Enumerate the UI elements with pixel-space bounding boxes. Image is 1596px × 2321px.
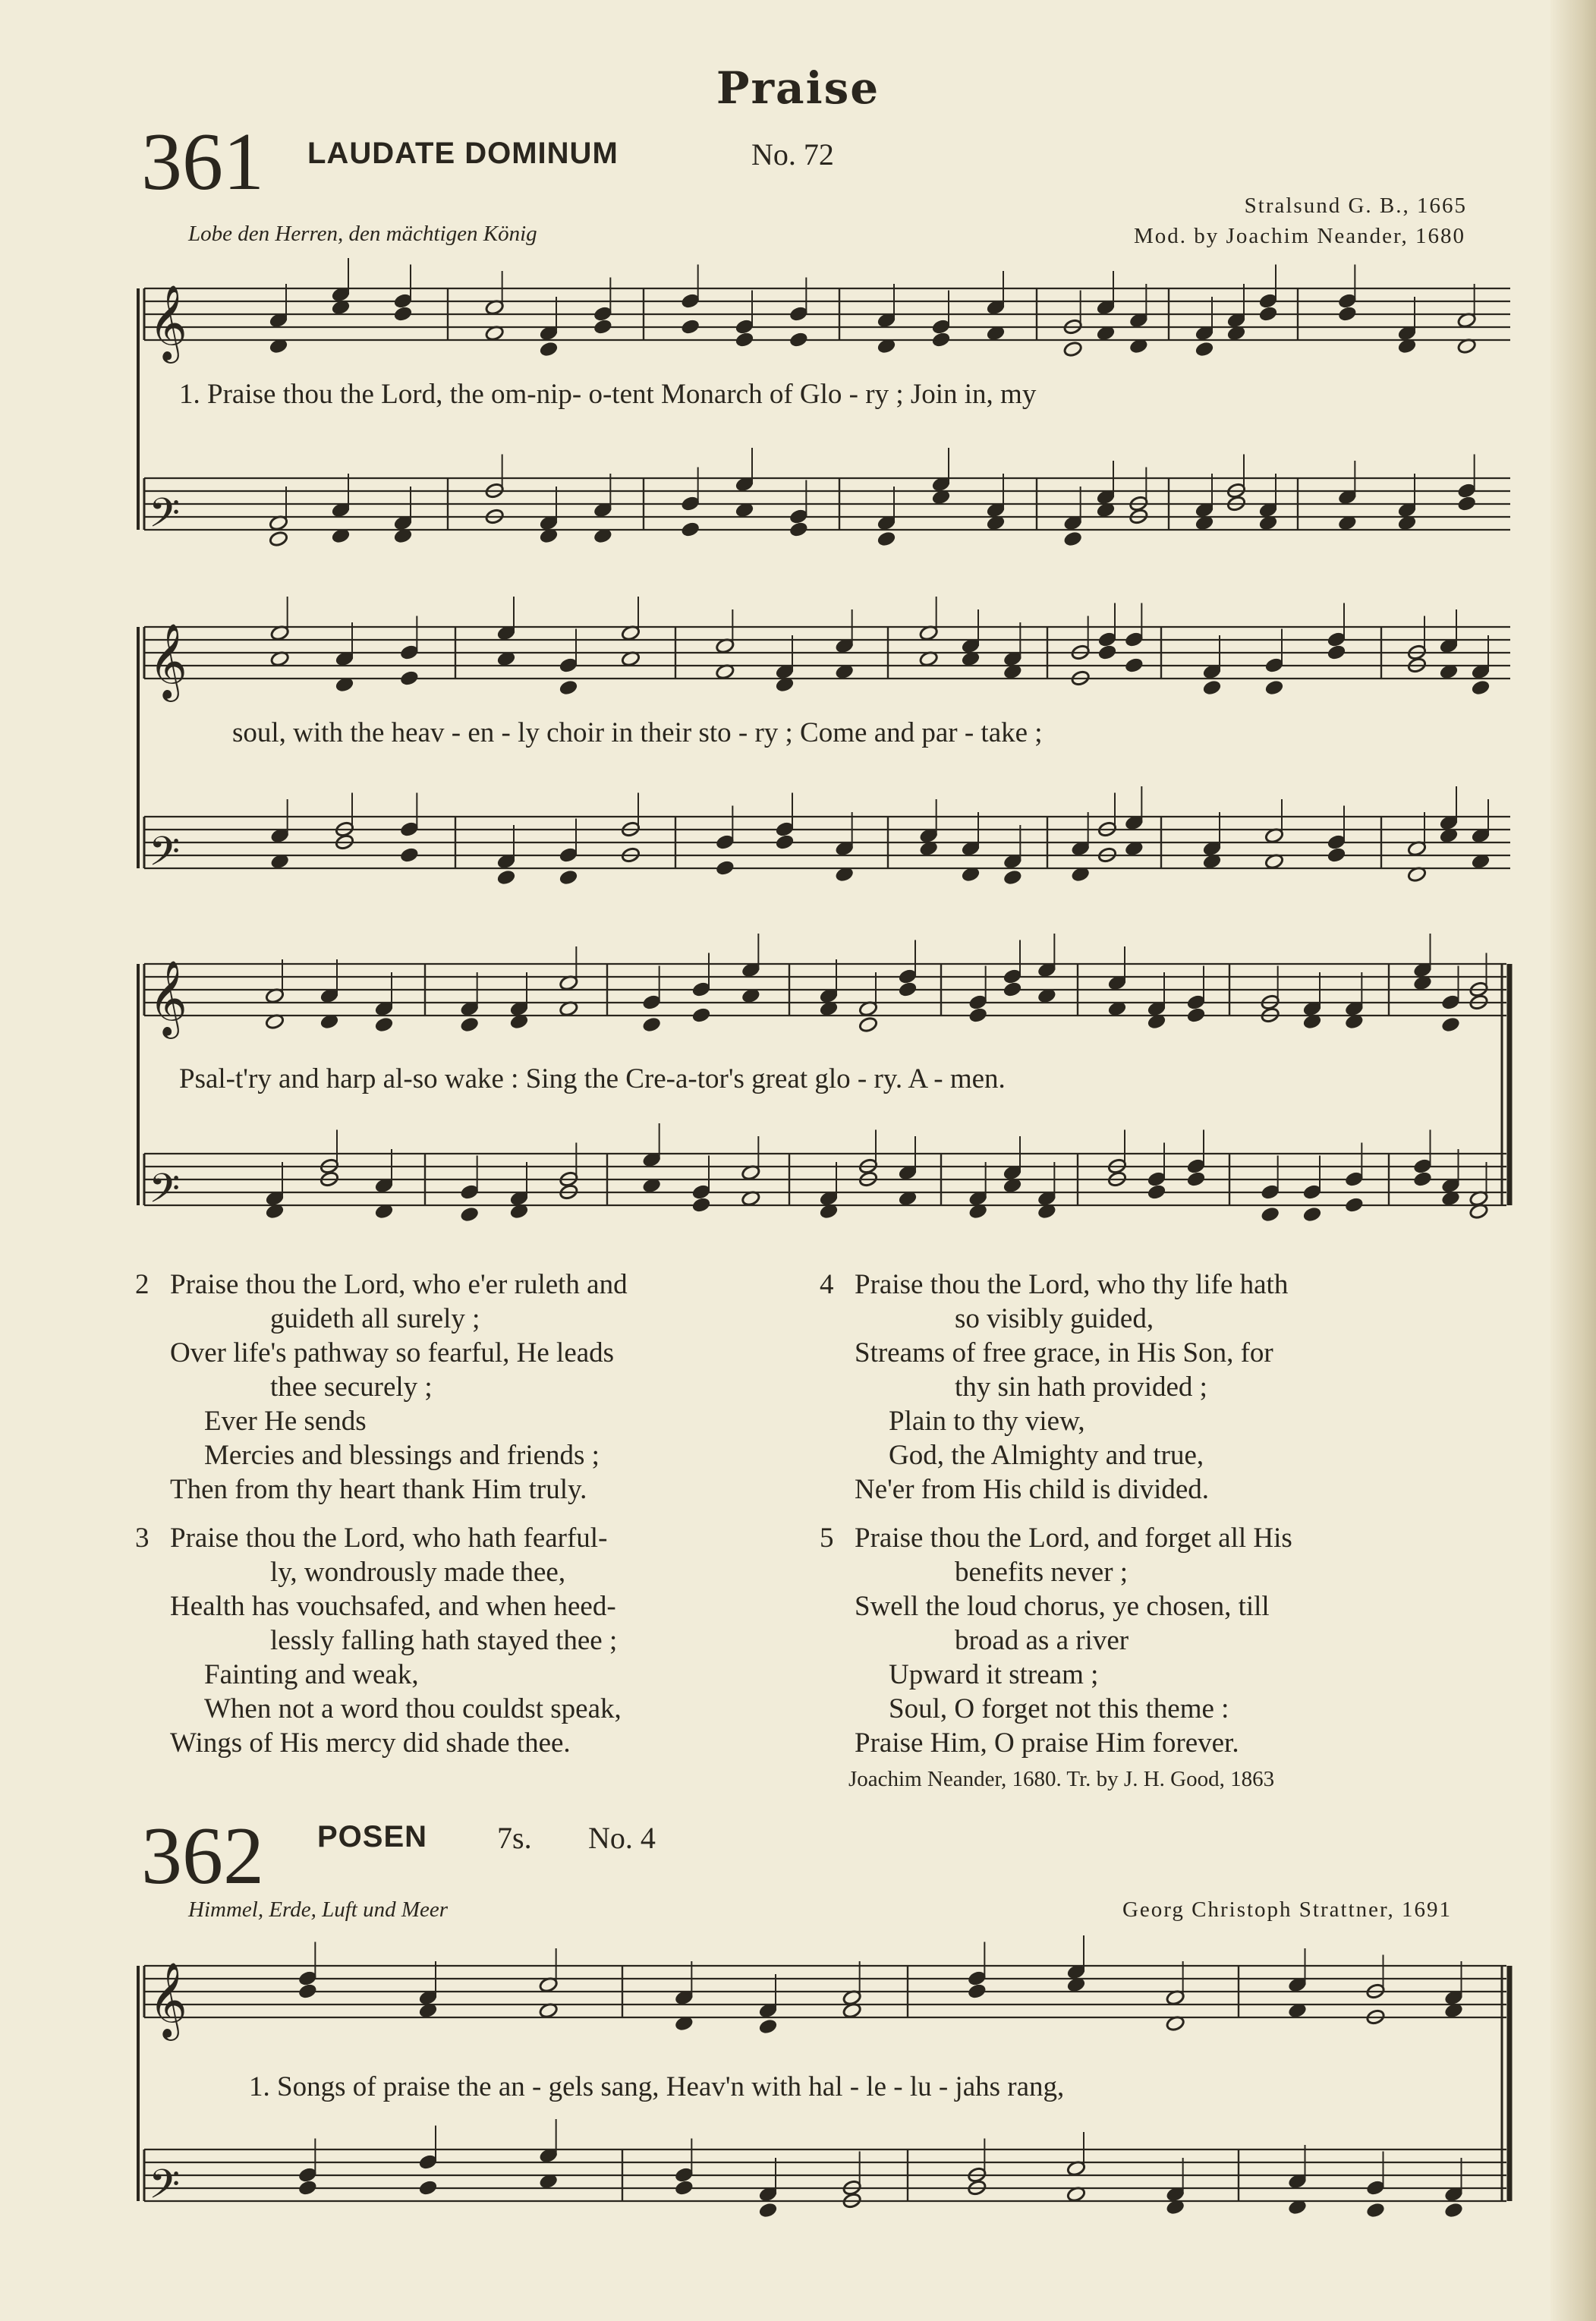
note-head xyxy=(681,318,700,335)
stanza-number: 5 xyxy=(820,1523,834,1554)
note-head xyxy=(877,531,896,547)
stanza-2: 2 Praise thou the Lord, who e'er ruleth and guideth all surely ; Over life's pathway so fearful, He leads thee securely ; Ever He sends Mercies and blessings and friends ; Then from thy heart thank Him truly. xyxy=(135,1269,628,1505)
note-head xyxy=(1186,1170,1206,1187)
german-first-line-362: Himmel, Erde, Luft und Meer xyxy=(188,1897,449,1922)
note-head xyxy=(1327,644,1346,660)
note-head xyxy=(1003,869,1022,886)
german-first-line-361: Lobe den Herren, den mächtigen König xyxy=(188,222,537,246)
note-head xyxy=(1440,1016,1460,1033)
lyrics-system-1: 1. Praise thou the Lord, the om-nip- o-tent Monarch of Glo - ry ; Join in, my xyxy=(179,379,1037,410)
arranger-361: Mod. by Joachim Neander, 1680 xyxy=(1134,224,1465,248)
note-head xyxy=(593,318,612,335)
note-head xyxy=(496,869,516,886)
lyrics-362-system-1: 1. Songs of praise the an - gels sang, Heav'n with hal - le - lu - jahs rang, xyxy=(249,2071,1065,2102)
note-head xyxy=(715,859,735,876)
note-head xyxy=(775,833,795,850)
note-head xyxy=(460,1016,480,1033)
stanza-3: 3 Praise thou the Lord, who hath fearful- ly, wondrously made thee, Health has vouchsafed, and when heed- lessly falling hath stayed thee ; Fainting and weak, When not a word thou couldst speak, Wings of His mercy did shade thee. xyxy=(135,1523,622,1759)
note-head xyxy=(399,846,419,863)
note-head xyxy=(1344,1196,1364,1213)
note-head xyxy=(1003,981,1022,997)
tune-name-361: LAUDATE DOMINUM xyxy=(307,137,619,170)
stanza-4: 4 Praise thou the Lord, who thy life hath so visibly guided, Streams of free grace, in His Son, for thy sin hath provided ; Plain to thy view, God, the Almighty and true, Ne'er from His child is divided. xyxy=(820,1269,1289,1505)
note-head xyxy=(1147,1183,1166,1200)
note-head xyxy=(1337,305,1357,322)
stanza-number: 4 xyxy=(820,1269,834,1300)
note-head xyxy=(758,2202,778,2219)
tune-ref-362: No. 4 xyxy=(588,1821,656,1855)
note-head xyxy=(460,1206,480,1223)
note-head xyxy=(758,2018,778,2035)
bass-clef-icon: 𝄢 xyxy=(149,2162,181,2218)
note-head xyxy=(1302,1206,1322,1223)
note-head xyxy=(559,869,578,886)
note-head xyxy=(1258,305,1278,322)
note-head xyxy=(931,331,951,348)
note-head xyxy=(269,531,288,547)
note-head xyxy=(681,521,700,537)
bass-clef-icon: 𝄢 xyxy=(149,1166,181,1222)
note-head xyxy=(1471,679,1491,696)
note-head xyxy=(393,305,413,322)
note-head xyxy=(1063,341,1083,357)
note-head xyxy=(691,1006,711,1023)
section-title: Praise xyxy=(716,62,880,114)
note-head xyxy=(399,669,419,686)
note-head xyxy=(297,1982,317,1999)
tune-name-362: POSEN xyxy=(317,1820,428,1853)
bass-clef-icon: 𝄢 xyxy=(149,490,181,546)
note-head xyxy=(1443,2202,1463,2219)
note-head xyxy=(1202,679,1222,696)
stanza-5: 5 Praise thou the Lord, and forget all His benefits never ; Swell the loud chorus, ye chosen, till broad as a river Upward it stream ; Soul, O forget not this theme : Praise Him, O praise Him forever. xyxy=(820,1523,1292,1759)
hymn-number-361: 361 xyxy=(141,117,264,207)
tune-source-361: Stralsund G. B., 1665 xyxy=(1244,194,1467,218)
treble-clef-icon: 𝄞 xyxy=(149,960,187,1036)
note-head xyxy=(1195,341,1214,357)
note-head xyxy=(968,1006,988,1023)
stanza-number: 2 xyxy=(135,1269,150,1300)
note-head xyxy=(898,981,918,997)
note-head xyxy=(297,2179,317,2196)
note-head xyxy=(789,521,808,537)
stanza-number: 3 xyxy=(135,1523,150,1554)
note-head xyxy=(374,1016,394,1033)
note-head xyxy=(642,1016,662,1033)
note-head xyxy=(1063,531,1083,547)
note-head xyxy=(858,1016,878,1033)
note-head xyxy=(1412,1170,1432,1187)
treble-clef-icon: 𝄞 xyxy=(149,1962,187,2038)
note-head xyxy=(559,679,578,696)
tune-ref-361: No. 72 xyxy=(751,137,834,172)
credits-361: Joachim Neander, 1680. Tr. by J. H. Good, 1863 xyxy=(848,1767,1275,1791)
lyrics-system-3: Psal-t'ry and harp al-so wake : Sing the Cre-a-tor's great glo - ry. A - men. xyxy=(179,1063,1006,1094)
note-head xyxy=(1124,657,1144,673)
note-head xyxy=(691,1196,711,1213)
note-head xyxy=(789,331,808,348)
meter-362: 7s. xyxy=(497,1821,532,1855)
note-head xyxy=(1327,846,1346,863)
note-head xyxy=(1186,1006,1206,1023)
note-head xyxy=(1457,495,1477,512)
note-head xyxy=(1365,2202,1385,2219)
note-head xyxy=(539,341,559,357)
note-head xyxy=(1097,644,1117,660)
note-head xyxy=(735,331,754,348)
treble-clef-icon: 𝄞 xyxy=(149,285,187,361)
lyrics-system-2: soul, with the heav - en - ly choir in their sto - ry ; Come and par - take ; xyxy=(232,717,1043,748)
note-head xyxy=(674,2179,694,2196)
note-head xyxy=(1261,1206,1280,1223)
note-head xyxy=(418,2179,438,2196)
tune-source-362: Georg Christoph Strattner, 1691 xyxy=(1122,1897,1452,1922)
treble-clef-icon: 𝄞 xyxy=(149,623,187,699)
bass-clef-icon: 𝄢 xyxy=(149,829,181,885)
hymn-number-362: 362 xyxy=(141,1811,264,1901)
note-head xyxy=(967,1982,987,1999)
note-head xyxy=(1264,679,1284,696)
